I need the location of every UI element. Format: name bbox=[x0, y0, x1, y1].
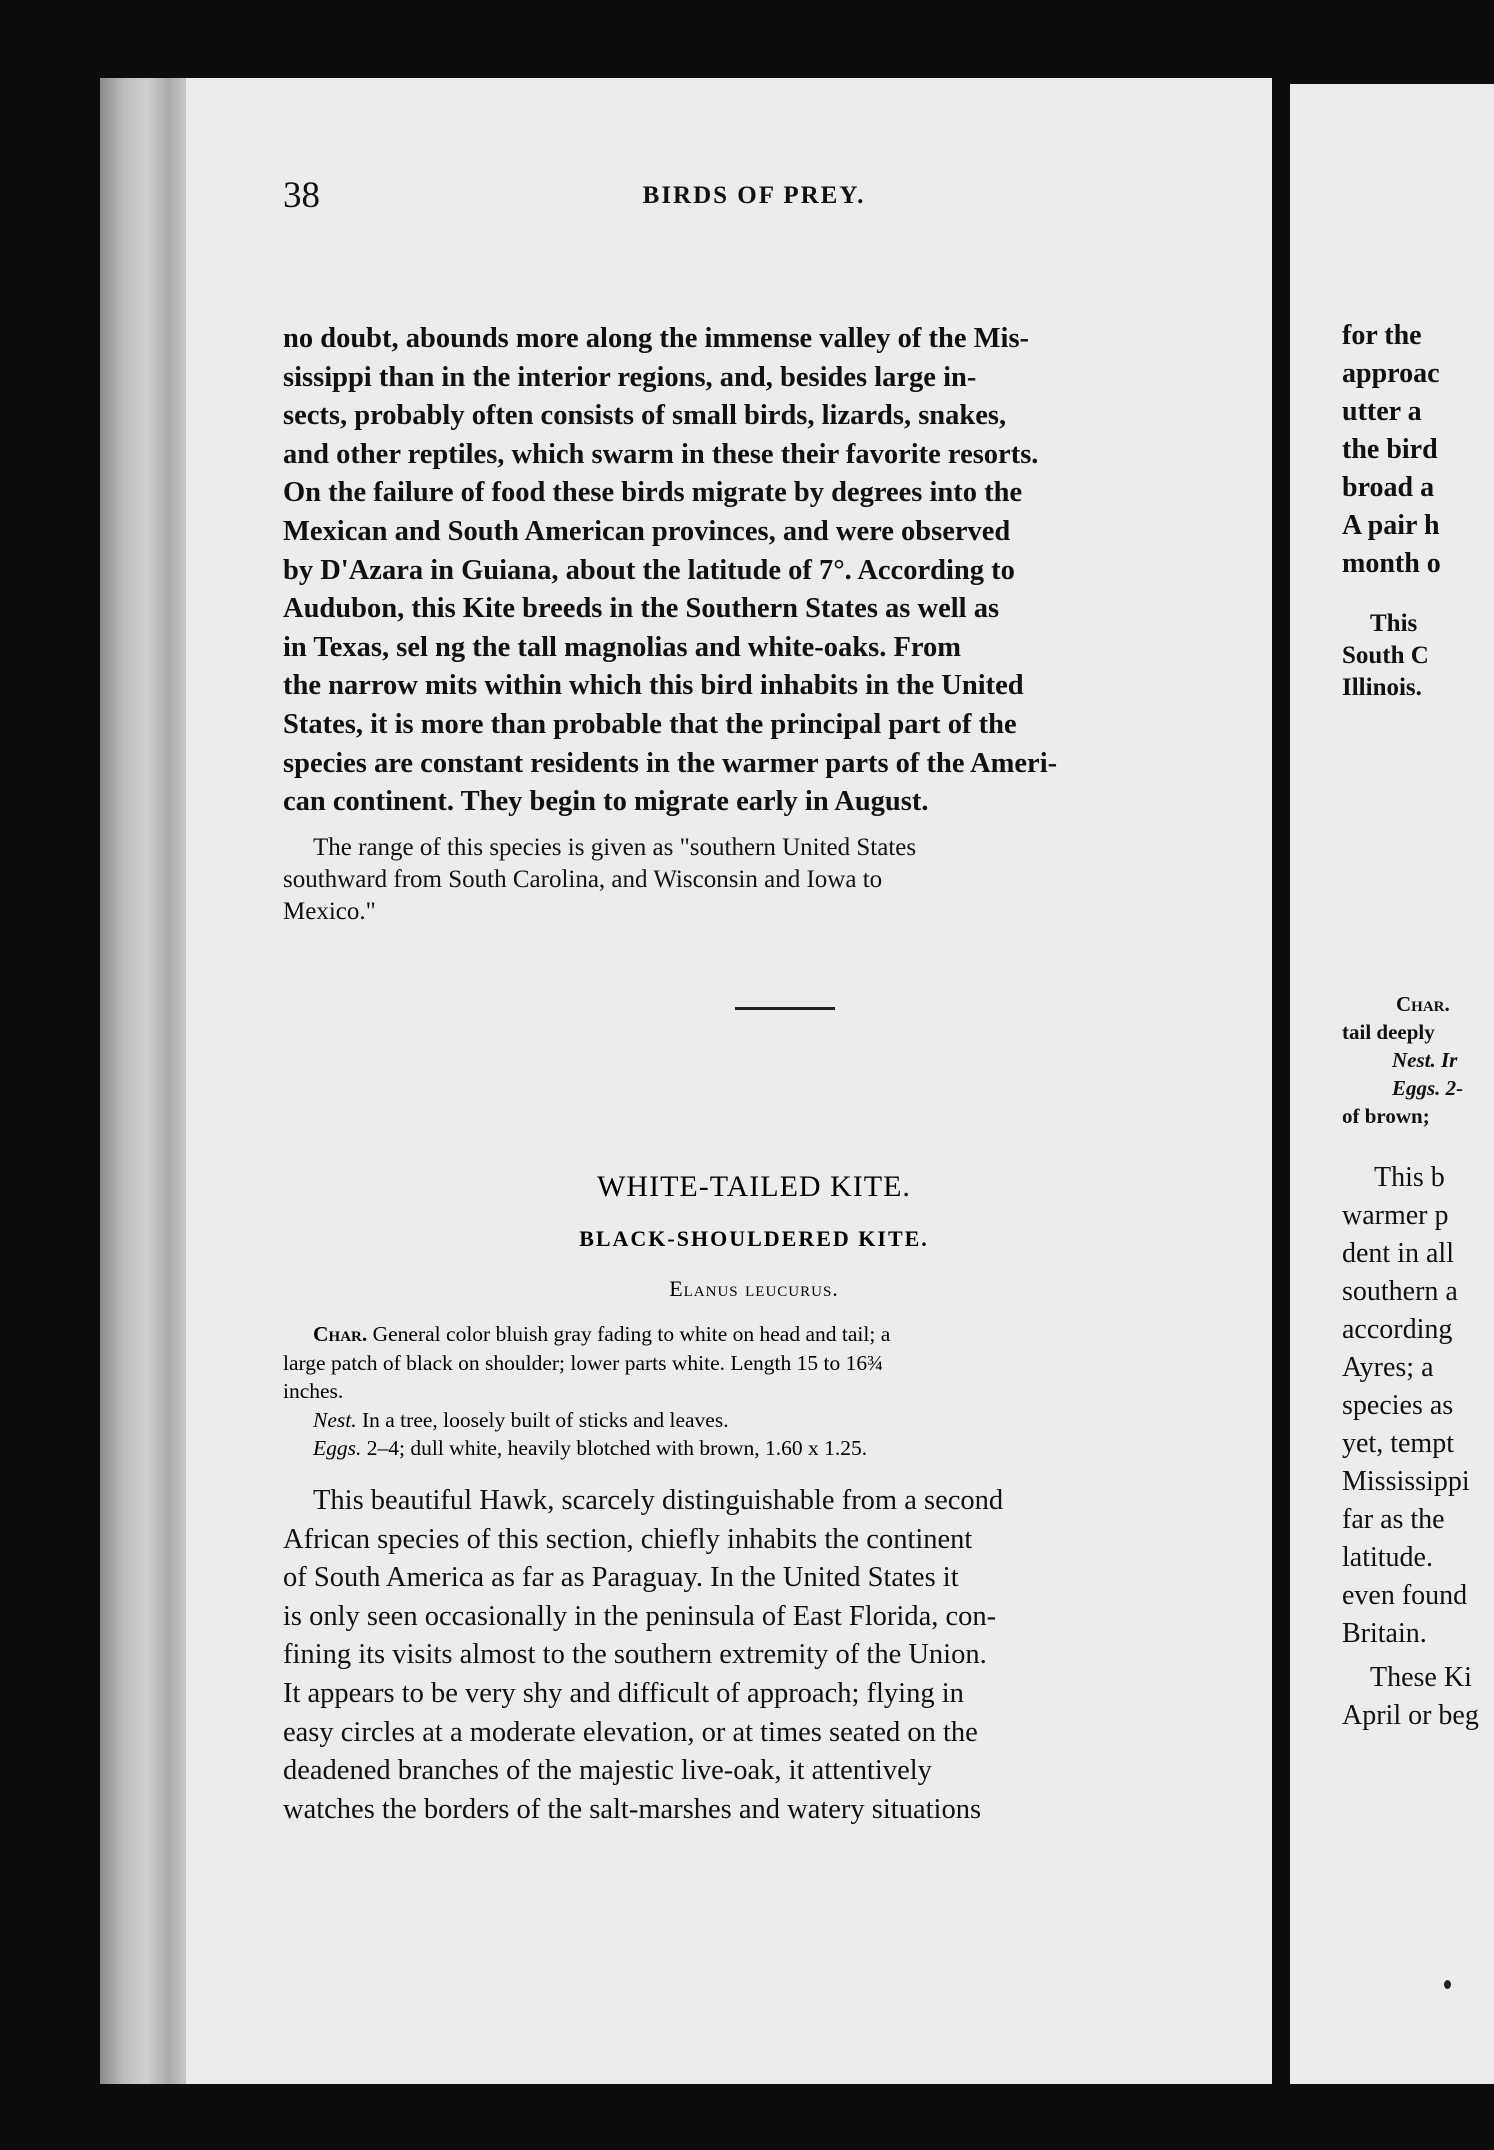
char-text: large patch of black on shoulder; lower parts white. Length 15 to 16¾ bbox=[283, 1350, 884, 1375]
fragment-line: A pair h bbox=[1342, 510, 1440, 541]
fragment-line: approac bbox=[1342, 358, 1440, 389]
fragment-line: the bird bbox=[1342, 434, 1438, 465]
text-line: The range of this species is given as "southern United States bbox=[313, 834, 917, 861]
char-text: inches. bbox=[283, 1379, 344, 1403]
right-page bbox=[1290, 84, 1494, 2084]
text-line: no doubt, abounds more along the immense valley of the Mis- bbox=[283, 323, 1030, 354]
text-line: watches the borders of the salt-marshes and watery situations bbox=[283, 1793, 982, 1825]
fragment-line: Illinois. bbox=[1342, 674, 1422, 701]
fragment-line: Ayres; a bbox=[1342, 1352, 1434, 1383]
fragment-line: broad a bbox=[1342, 472, 1435, 503]
nest-label: Nest. bbox=[313, 1407, 357, 1432]
text-line: species are constant residents in the warmer parts of the Ameri- bbox=[283, 747, 1058, 779]
eggs-label: Eggs. bbox=[313, 1436, 362, 1460]
text-line: It appears to be very shy and difficult of approach; flying in bbox=[283, 1677, 964, 1709]
page-header bbox=[283, 174, 1225, 224]
text-line: sissippi than in the interior regions, and, besides large in- bbox=[283, 361, 977, 393]
char-label: Char. bbox=[313, 1322, 368, 1346]
text-line: and other reptiles, which swarm in these their favorite resorts. bbox=[283, 438, 1039, 470]
species-alt-name: BLACK-SHOULDERED KITE. bbox=[579, 1226, 929, 1251]
fragment-line: even found bbox=[1342, 1580, 1468, 1611]
fragment-line: tail deeply bbox=[1342, 1020, 1435, 1044]
paragraph-continuation bbox=[283, 320, 1225, 822]
fragment-line: dent in all bbox=[1342, 1238, 1454, 1269]
fragment-line: southern a bbox=[1342, 1276, 1458, 1307]
text-line: sects, probably often consists of small birds, lizards, snakes, bbox=[283, 400, 1007, 432]
text-line: deadened branches of the majestic live-oak, it attentively bbox=[283, 1755, 932, 1787]
text-line: is only seen occasionally in the peninsula of East Florida, con- bbox=[283, 1600, 997, 1632]
species-title: WHITE-TAILED KITE. bbox=[597, 1170, 911, 1203]
fragment-line: species as bbox=[1342, 1390, 1454, 1421]
fragment-line: according bbox=[1342, 1314, 1453, 1345]
fragment-line: yet, tempt bbox=[1342, 1428, 1454, 1459]
fragment-line: Britain. bbox=[1342, 1618, 1427, 1649]
fragment-line: These Ki bbox=[1370, 1662, 1472, 1693]
text-line: by D'Azara in Guiana, about the latitude of 7°. According to bbox=[283, 554, 1015, 586]
fragment-line: Eggs. 2- bbox=[1392, 1076, 1464, 1100]
eggs-line bbox=[283, 1434, 1225, 1463]
section-divider bbox=[735, 1007, 835, 1010]
text-line: African species of this section, chiefly inhabits the continent bbox=[283, 1523, 973, 1555]
text-line: fining its visits almost to the southern extremity of the Union. bbox=[283, 1639, 987, 1671]
text-line: On the failure of food these birds migrate by degrees into the bbox=[283, 477, 1023, 509]
fragment-line: This b bbox=[1374, 1162, 1445, 1193]
fragment-line: This bbox=[1370, 610, 1418, 637]
char-line bbox=[283, 1320, 1225, 1349]
fragment-line: Nest. Ir bbox=[1392, 1048, 1458, 1072]
species-latin-name: Elanus leucurus. bbox=[669, 1276, 839, 1301]
eggs-text: 2–4; dull white, heavily blotched with brown, 1.60 x 1.25. bbox=[366, 1436, 868, 1460]
characters-block bbox=[283, 1320, 1225, 1463]
fragment-line: warmer p bbox=[1342, 1200, 1449, 1231]
text-line: This beautiful Hawk, scarcely distinguishable from a second bbox=[313, 1485, 1004, 1516]
text-line: Mexico." bbox=[283, 898, 376, 925]
fragment-line: latitude. bbox=[1342, 1542, 1433, 1573]
text-line: the narrow mits within which this bird inhabits in the United bbox=[283, 670, 1024, 702]
page-number: 38 bbox=[283, 175, 320, 216]
fragment-line: of brown; bbox=[1342, 1104, 1430, 1128]
fragment-line: month o bbox=[1342, 548, 1441, 579]
fragment-line: April or beg bbox=[1342, 1700, 1479, 1731]
fragment-line: Mississippi bbox=[1342, 1466, 1470, 1497]
nest-line bbox=[283, 1406, 1225, 1435]
text-line: in Texas, sel ng the tall magnolias and white-oaks. From bbox=[283, 631, 962, 663]
running-head: BIRDS OF PREY. bbox=[642, 182, 866, 209]
char-text: General color bluish gray fading to white on head and tail; a bbox=[372, 1322, 891, 1346]
fragment-line: for the bbox=[1342, 320, 1422, 351]
ink-speck bbox=[1444, 1980, 1451, 1989]
text-line: can continent. They begin to migrate early in August. bbox=[283, 786, 929, 818]
fragment-line: South C bbox=[1342, 642, 1429, 669]
species-description bbox=[283, 1482, 1225, 1829]
right-page-fragments bbox=[1290, 84, 1494, 2084]
fragment-line: utter a bbox=[1342, 396, 1422, 427]
range-note bbox=[283, 832, 1225, 928]
text-line: easy circles at a moderate elevation, or at times seated on the bbox=[283, 1716, 978, 1748]
text-line: southward from South Carolina, and Wisconsin and Iowa to bbox=[283, 866, 883, 893]
text-line: Mexican and South American provinces, and were observed bbox=[283, 515, 1011, 547]
text-line: of South America as far as Paraguay. In the United States it bbox=[283, 1562, 959, 1594]
fragment-line: far as the bbox=[1342, 1504, 1445, 1535]
text-line: States, it is more than probable that the principal part of the bbox=[283, 708, 1017, 740]
nest-text: In a tree, loosely built of sticks and leaves. bbox=[361, 1407, 729, 1432]
page-gutter bbox=[100, 78, 186, 2084]
text-line: Audubon, this Kite breeds in the Southern States as well as bbox=[283, 593, 1000, 625]
fragment-line: Char. bbox=[1396, 992, 1450, 1016]
